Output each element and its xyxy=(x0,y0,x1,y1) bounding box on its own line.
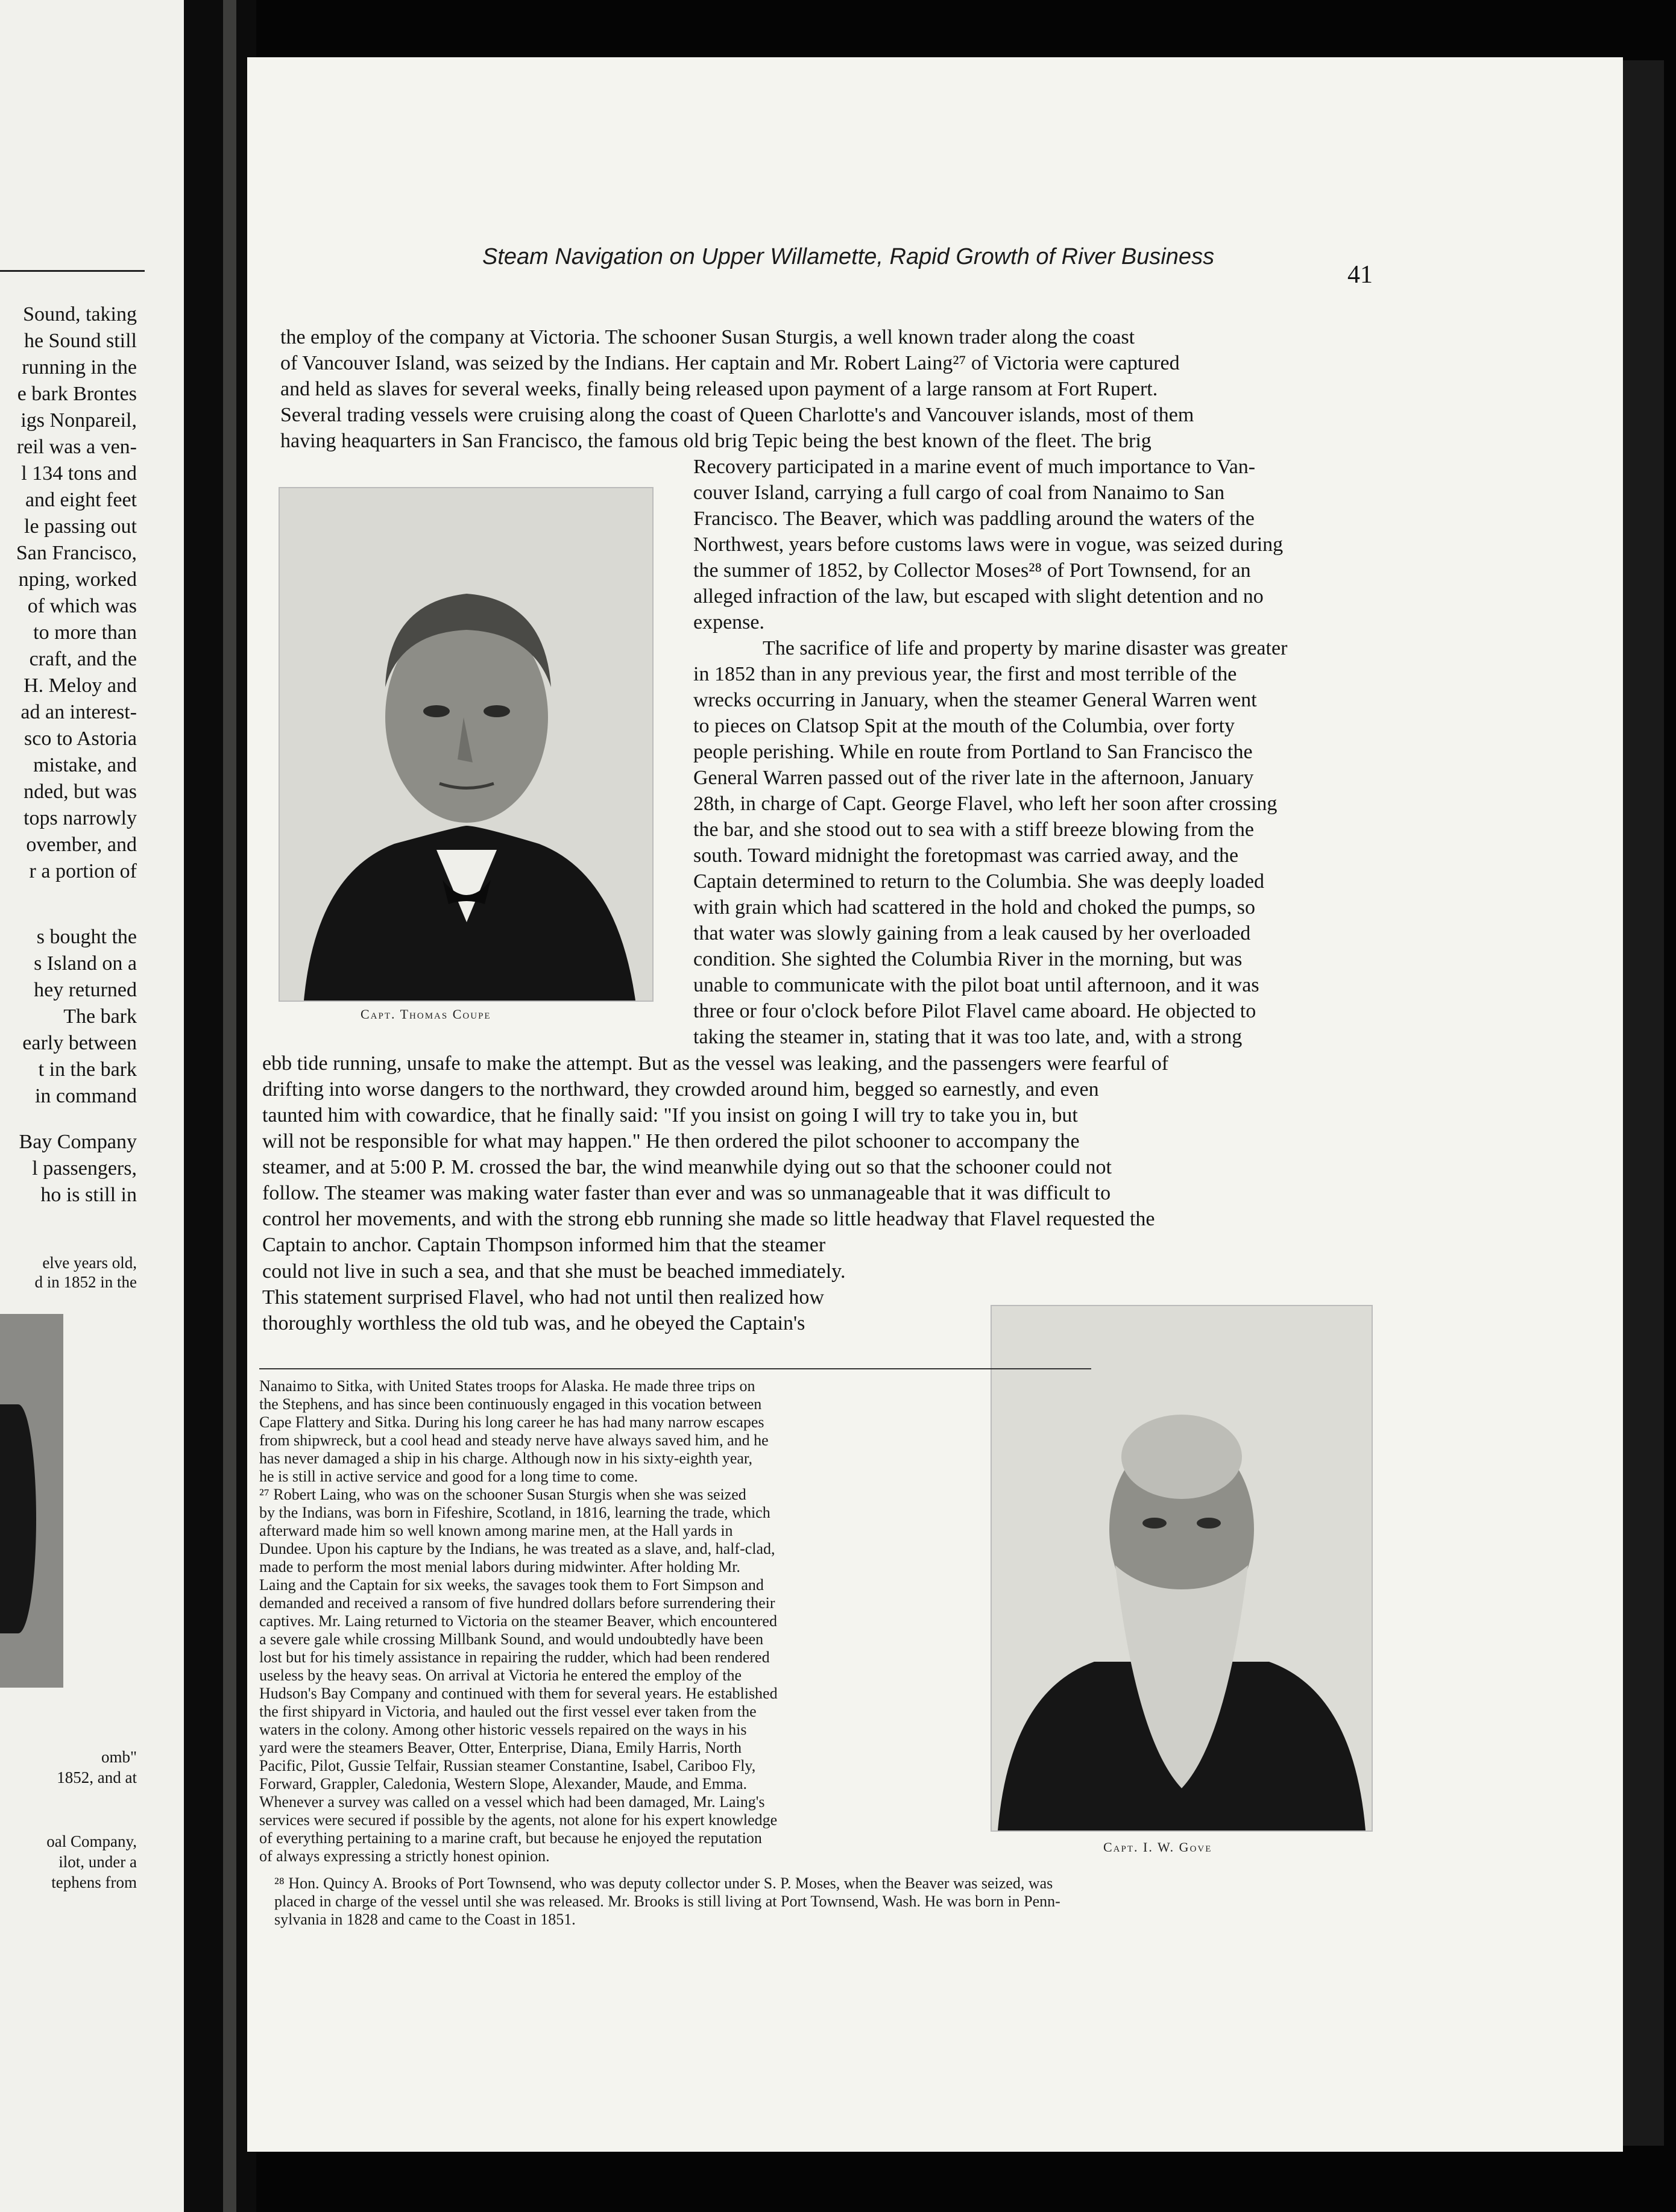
left-page-line: igs Nonpareil, xyxy=(20,409,137,432)
body-line: Several trading vessels were cruising along the coast of Queen Charlotte's and Vancouver islands, most of them xyxy=(280,404,1194,426)
footnote-line: Pacific, Pilot, Gussie Telfair, Russian steamer Constantine, Isabel, Cariboo Fly, xyxy=(259,1757,756,1774)
left-page-line: and eight feet xyxy=(25,489,137,511)
body-line: General Warren passed out of the river late in the afternoon, January xyxy=(693,767,1254,789)
footnote-line: captives. Mr. Laing returned to Victoria on the steamer Beaver, which encountered xyxy=(259,1612,777,1630)
body-line: to pieces on Clatsop Spit at the mouth of the Columbia, over forty xyxy=(693,715,1235,737)
body-line: expense. xyxy=(693,611,765,633)
left-page-line: le passing out xyxy=(24,515,137,538)
footnote-line: has never damaged a ship in his charge. Although now in his sixty-eighth year, xyxy=(259,1450,753,1467)
body-line: of Vancouver Island, was seized by the Indians. Her captain and Mr. Robert Laing²⁷ of Victoria were captured xyxy=(280,352,1180,374)
body-line: taunted him with cowardice, that he finally said: "If you insist on going I will try to take you in, but xyxy=(262,1104,1078,1126)
page-number: 41 xyxy=(1347,261,1373,289)
left-page-line: sco to Astoria xyxy=(24,727,137,750)
left-page-rule xyxy=(0,270,145,272)
body-line: that water was slowly gaining from a leak caused by her overloaded xyxy=(693,922,1251,944)
footnote-line: afterward made him so well known among marine men, at the Hall yards in xyxy=(259,1522,733,1539)
left-page-line: tops narrowly xyxy=(24,807,137,829)
portrait-coupe-image xyxy=(280,488,652,1001)
footnote-line: ²⁸ Hon. Quincy A. Brooks of Port Townsend, who was deputy collector under S. P. Moses, when the Beaver was seized, was xyxy=(274,1874,1053,1892)
left-page-line: r a portion of xyxy=(29,860,137,882)
left-page-line: he Sound still xyxy=(24,330,137,352)
footnote-line: Laing and the Captain for six weeks, the savages took them to Fort Simpson and xyxy=(259,1576,764,1594)
body-line: follow. The steamer was making water faster than ever and was so unmanageable that it was difficult to xyxy=(262,1182,1111,1204)
footnote-line: he is still in active service and good for a long time to come. xyxy=(259,1468,638,1485)
body-line: the bar, and she stood out to sea with a stiff breeze blowing from the xyxy=(693,819,1254,841)
left-page-footnote: tephens from xyxy=(51,1873,137,1891)
footnote-line: Whenever a survey was called on a vessel which had been damaged, Mr. Laing's xyxy=(259,1793,765,1811)
body-line: couver Island, carrying a full cargo of coal from Nanaimo to San xyxy=(693,482,1225,504)
left-page-line: Bay Company xyxy=(19,1131,137,1153)
left-page-line: ovember, and xyxy=(26,834,137,856)
left-page-footnote: oal Company, xyxy=(46,1832,137,1850)
body-line: wrecks occurring in January, when the steamer General Warren went xyxy=(693,689,1257,711)
body-line: three or four o'clock before Pilot Flavel came aboard. He objected to xyxy=(693,1000,1256,1022)
left-page-footnote: elve years old, xyxy=(42,1254,137,1272)
portrait-gove-image xyxy=(992,1306,1372,1830)
body-line: and held as slaves for several weeks, finally being released upon payment of a large ransom at Fort Rupert. xyxy=(280,378,1158,400)
body-line: Captain determined to return to the Columbia. She was deeply loaded xyxy=(693,870,1265,893)
left-page-line: nping, worked xyxy=(18,568,137,591)
body-line: Recovery participated in a marine event of much importance to Van- xyxy=(693,456,1256,478)
footnote-line: waters in the colony. Among other historic vessels repaired on the ways in his xyxy=(259,1721,747,1738)
left-page-footnote: omb" xyxy=(101,1748,137,1766)
body-line: ebb tide running, unsafe to make the attempt. But as the vessel was leaking, and the passengers were fearful of xyxy=(262,1052,1169,1075)
left-page-photo xyxy=(0,1314,63,1688)
left-page-line: of which was xyxy=(27,595,137,617)
footnote-line: the first shipyard in Victoria, and hauled out the first vessel ever taken from the xyxy=(259,1703,757,1720)
left-page-line: ho is still in xyxy=(40,1184,137,1206)
footnote-line: useless by the heavy seas. On arrival at Victoria he entered the employ of the xyxy=(259,1667,742,1684)
body-line: drifting into worse dangers to the northward, they crowded around him, begged so earnestly, and even xyxy=(262,1078,1099,1101)
left-facing-page xyxy=(0,0,184,2212)
body-line: The sacrifice of life and property by marine disaster was greater xyxy=(763,637,1288,659)
running-title: Steam Navigation on Upper Willamette, Rapid Growth of River Business xyxy=(482,244,1215,269)
spine-highlight xyxy=(223,0,236,2212)
left-page-line: San Francisco, xyxy=(16,542,137,564)
footnote-line: Nanaimo to Sitka, with United States troops for Alaska. He made three trips on xyxy=(259,1377,755,1395)
body-line: Francisco. The Beaver, which was paddling around the waters of the xyxy=(693,507,1255,530)
footnote-line: of everything pertaining to a marine craft, but because he enjoyed the reputation xyxy=(259,1829,762,1847)
body-line: taking the steamer in, stating that it was too late, and, with a strong xyxy=(693,1026,1243,1048)
left-page-line: reil was a ven- xyxy=(16,436,137,458)
body-line: could not live in such a sea, and that she must be beached immediately. xyxy=(262,1260,846,1283)
portrait-i-w-gove xyxy=(991,1305,1373,1832)
footnote-line: made to perform the most menial labors during midwinter. After holding Mr. xyxy=(259,1558,740,1576)
footnote-line: Dundee. Upon his capture by the Indians, he was treated as a slave, and, half-clad, xyxy=(259,1540,775,1557)
body-line: having heaquarters in San Francisco, the famous old brig Tepic being the best known of the fleet. The brig xyxy=(280,430,1151,452)
body-line: unable to communicate with the pilot boat until afternoon, and it was xyxy=(693,974,1259,996)
footnote-line: lost but for his timely assistance in repairing the rudder, which had been rendered xyxy=(259,1648,770,1666)
left-page-line: hey returned xyxy=(34,979,137,1001)
footnote-line: placed in charge of the vessel until she was released. Mr. Brooks is still living at Port Townsend, Wash. He was born in Penn- xyxy=(274,1893,1060,1910)
portrait-thomas-coupe xyxy=(279,487,654,1002)
left-page-line: ad an interest- xyxy=(20,701,137,723)
left-page-line: l 134 tons and xyxy=(21,462,137,485)
left-page-line: t in the bark xyxy=(38,1058,137,1081)
left-page-line: e bark Brontes xyxy=(17,383,137,405)
footnote-line: yard were the steamers Beaver, Otter, Enterprise, Diana, Emily Harris, North xyxy=(259,1739,742,1756)
footnote-line: services were secured if possible by the agents, not alone for his expert knowledge xyxy=(259,1811,778,1829)
footnote-line: Hudson's Bay Company and continued with them for several years. He established xyxy=(259,1685,778,1702)
left-page-line: early between xyxy=(22,1032,137,1054)
book-spine xyxy=(184,0,256,2212)
footnote-line: from shipwreck, but a cool head and steady nerve have always saved him, and he xyxy=(259,1431,769,1449)
caption-i-w-gove: Capt. I. W. Gove xyxy=(1103,1840,1212,1855)
left-page-line: s bought the xyxy=(36,926,137,948)
footnote-line: sylvania in 1828 and came to the Coast in 1851. xyxy=(274,1911,576,1928)
left-page-line: craft, and the xyxy=(29,648,137,670)
left-page-footnote: ilot, under a xyxy=(58,1853,137,1871)
body-line: alleged infraction of the law, but escaped with slight detention and no xyxy=(693,585,1264,608)
body-line: with grain which had scattered in the hold and choked the pumps, so xyxy=(693,896,1255,919)
footnote-line: a severe gale while crossing Millbank Sound, and would undoubtedly have been xyxy=(259,1630,764,1648)
footnote-line: demanded and received a ransom of five hundred dollars before surrendering their xyxy=(259,1594,775,1612)
left-page-line: l passengers, xyxy=(32,1157,137,1180)
footnote-line: ²⁷ Robert Laing, who was on the schooner Susan Sturgis when she was seized xyxy=(259,1486,746,1503)
body-line: in 1852 than in any previous year, the first and most terrible of the xyxy=(693,663,1237,685)
body-line: This statement surprised Flavel, who had not until then realized how xyxy=(262,1286,824,1309)
footnote-line: the Stephens, and has since been continuously engaged in this vocation between xyxy=(259,1395,762,1413)
footnote-line: Forward, Grappler, Caledonia, Western Slope, Alexander, Maude, and Emma. xyxy=(259,1775,748,1793)
body-line: control her movements, and with the strong ebb running she made so little headway that Flavel requested the xyxy=(262,1208,1155,1230)
left-page-line: Sound, taking xyxy=(23,303,137,325)
page-edge xyxy=(1622,60,1664,2146)
footnote-line: by the Indians, was born in Fifeshire, Scotland, in 1816, learning the trade, which xyxy=(259,1504,770,1521)
body-line: south. Toward midnight the foretopmast was carried away, and the xyxy=(693,844,1239,867)
body-line: Captain to anchor. Captain Thompson informed him that the steamer xyxy=(262,1234,826,1256)
body-line: thoroughly worthless the old tub was, and he obeyed the Captain's xyxy=(262,1312,805,1334)
caption-thomas-coupe: Capt. Thomas Coupe xyxy=(361,1007,491,1022)
body-line: 28th, in charge of Capt. George Flavel, who left her soon after crossing xyxy=(693,793,1277,815)
left-page-line: to more than xyxy=(33,621,137,644)
footnote-line: Cape Flattery and Sitka. During his long career he has had many narrow escapes xyxy=(259,1413,764,1431)
body-line: people perishing. While en route from Portland to San Francisco the xyxy=(693,741,1253,763)
body-line: Northwest, years before customs laws were in vogue, was seized during xyxy=(693,533,1284,556)
body-line: condition. She sighted the Columbia River in the morning, but was xyxy=(693,948,1243,970)
left-page-line: s Island on a xyxy=(34,952,137,975)
left-page-line: mistake, and xyxy=(33,754,137,776)
left-page-footnote: 1852, and at xyxy=(57,1768,137,1786)
left-page-footnote: d in 1852 in the xyxy=(34,1273,137,1291)
left-page-line: in command xyxy=(34,1085,137,1107)
left-page-line: nded, but was xyxy=(24,781,137,803)
body-line: will not be responsible for what may happen." He then ordered the pilot schooner to accompany the xyxy=(262,1130,1080,1152)
left-page-line: The bark xyxy=(63,1005,137,1028)
footnote-line: of always expressing a strictly honest opinion. xyxy=(259,1847,550,1865)
footnote-rule xyxy=(259,1368,1091,1369)
left-page-line: H. Meloy and xyxy=(24,674,137,697)
body-line: steamer, and at 5:00 P. M. crossed the bar, the wind meanwhile dying out so that the schooner could not xyxy=(262,1156,1112,1178)
left-page-line: running in the xyxy=(22,356,137,379)
body-line: the summer of 1852, by Collector Moses²⁸ of Port Townsend, for an xyxy=(693,559,1251,582)
body-line: the employ of the company at Victoria. The schooner Susan Sturgis, a well known trader along the coast xyxy=(280,326,1135,348)
